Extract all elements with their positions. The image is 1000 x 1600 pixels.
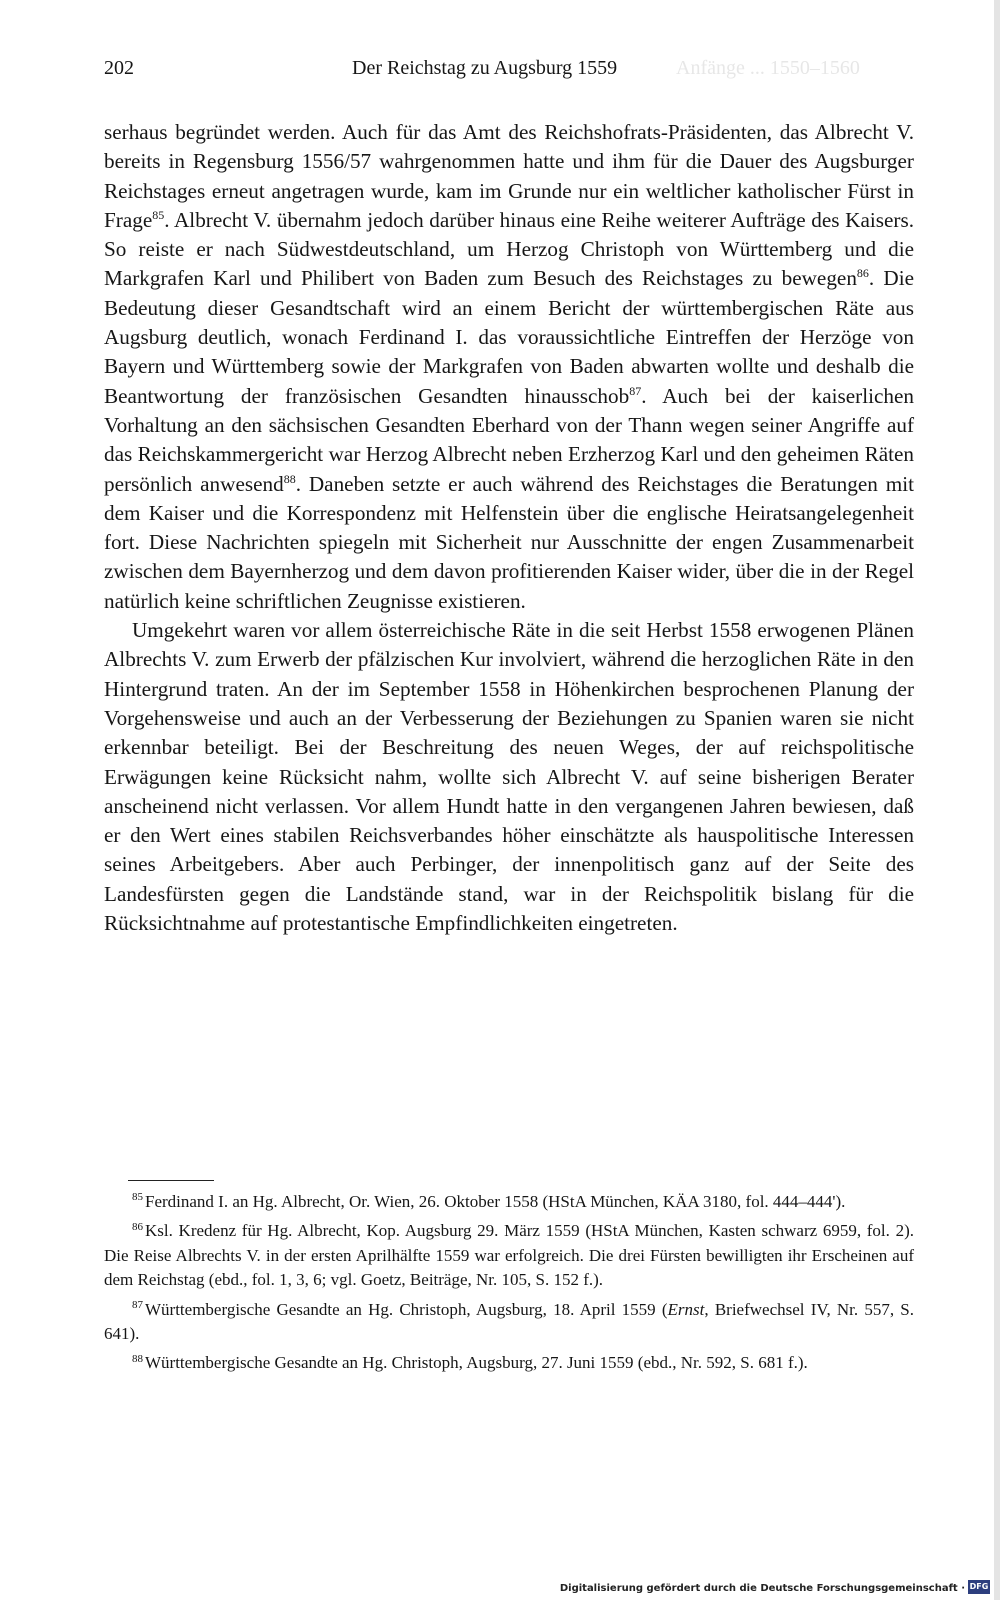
page-edge-shadow xyxy=(994,0,1000,1600)
footnote-ref-85: 85 xyxy=(152,207,165,222)
text-segment: serhaus begründet werden. Auch für das Amt des Reichshofrats-Präsidenten, das Albrecht V. bereits in Regensburg 1556/57 wahrgenommen hatte und ihm für die Dauer des Augsburger Reichstages erneut angetragen wurde, kam im Grunde nur ein weltlicher katholischer Fürst in Frage xyxy=(104,120,914,232)
footnote-ref-86: 86 xyxy=(856,266,869,281)
paragraph-1 xyxy=(104,118,914,616)
text-segment: . Albrecht V. übernahm jedoch darüber hinaus eine Reihe weiterer Aufträge des Kaisers. So reiste er nach Südwestdeutschland, um Herzog Christoph von Württemberg und die Markgrafen Karl und Philibert von Baden zum Besuch des Reichstages zu bewegen xyxy=(104,207,914,291)
dfg-logo: DFG xyxy=(968,1580,990,1594)
footnote-number: 85 xyxy=(132,1191,143,1204)
footnote-88 xyxy=(104,1351,914,1375)
footnote-number: 87 xyxy=(132,1298,143,1311)
running-title: Der Reichstag zu Augsburg 1559 xyxy=(352,57,618,79)
footnote-separator xyxy=(128,1180,214,1181)
footnote-text: Ferdinand I. an Hg. Albrecht, Or. Wien, 26. Oktober 1558 (HStA München, KÄA 3180, fol. 444–444'). xyxy=(145,1192,846,1211)
page-number: 202 xyxy=(104,57,134,79)
paragraph-2: Umgekehrt waren vor allem österreichische Räte in die seit Herbst 1558 erwogenen Plänen Albrechts V. zum Erwerb der pfälzischen Kur involviert, während die herzoglichen Räte in den Hintergrund traten. An der im September 1558 in Höhenkirchen besprochenen Planung der Vorgehensweise und auch an der Verbesserung der Beziehungen zu Spanien waren sie nicht erkennbar beteiligt. Bei der Beschreitung des neuen Weges, der auf reichspolitische Erwägungen keine Rücksicht nahm, wollte sich Albrecht V. auf seine bisherigen Berater anscheinend nicht verlassen. Vor allem Hundt hatte in den vergangenen Jahren bewiesen, daß er den Wert eines stabilen Reichsverbandes höher einschätzte als hauspolitische Interessen seines Arbeitgebers. Aber auch Perbinger, der innenpolitisch ganz auf der Seite des Landesfürsten gegen die Landstände stand, war in der Reichspolitik bislang für die Rücksichtnahme auf protestantische Empfindlichkeiten eingetreten. xyxy=(104,618,914,936)
footnote-text: Württembergische Gesandte an Hg. Christoph, Augsburg, 18. April 1559 ( xyxy=(145,1299,668,1319)
footnote-87 xyxy=(104,1298,914,1347)
footnote-text: Ksl. Kredenz für Hg. Albrecht, Kop. Augsburg 29. März 1559 (HStA München, Kasten schwarz 6959, fol. 2). Die Reise Albrechts V. in der ersten Aprilhälfte 1559 war erfolgreich. Die drei Fürsten bewilligten ihr Erscheinen auf dem Reichstag (ebd., fol. 1, 3, 6; vgl. Goetz, Beiträge, Nr. 105, S. 152 f.). xyxy=(104,1221,914,1290)
text-segment: . Auch bei der kaiserlichen Vorhaltung an den sächsischen Gesandten Eberhard von der Thann wegen seiner Angriffe auf das Reichskammergericht war Herzog Albrecht neben Erzherzog Karl und den geheimen Räten persönlich anwesend xyxy=(104,383,914,496)
footnote-ref-88: 88 xyxy=(283,471,296,486)
footnote-italic-author: Ernst xyxy=(667,1299,705,1319)
footnotes xyxy=(104,1190,914,1381)
footnote-number: 88 xyxy=(132,1352,143,1365)
footnote-ref-87: 87 xyxy=(629,383,642,398)
footnote-86 xyxy=(104,1219,914,1292)
text-segment: . Daneben setzte er auch während des Reichstages die Beratungen mit dem Kaiser und die Korrespondenz mit Helfenstein über die englische Heiratsangelegenheit fort. Diese Nachrichten spiegeln mit Sicherheit nur Ausschnitte der engen Zusammenarbeit zwischen dem Bayernherzog und dem davon profitierenden Kaiser wider, über die in der Regel natürlich keine schriftlichen Zeugnisse existieren. xyxy=(104,471,915,613)
digitization-credit: Digitalisierung gefördert durch die Deutsche Forschungsgemeinschaft · xyxy=(559,1583,965,1594)
page-header xyxy=(104,57,914,93)
show-through-text: Anfänge ... 1550–1560 xyxy=(676,57,860,79)
footnote-text: , Briefwechsel IV, Nr. 557, S. 641). xyxy=(104,1299,914,1344)
footnote-number: 86 xyxy=(132,1220,143,1233)
main-text xyxy=(104,118,914,938)
footnote-85 xyxy=(104,1190,914,1214)
footnote-text: Württembergische Gesandte an Hg. Christoph, Augsburg, 27. Juni 1559 (ebd., Nr. 592, S. 681 f.). xyxy=(145,1353,808,1373)
text-segment: . Die Bedeutung dieser Gesandtschaft wird an einem Bericht der württembergischen Räte aus Augsburg deutlich, wonach Ferdinand I. das voraussichtliche Eintreffen der Herzöge von Bayern und Württemberg sowie der Markgrafen von Baden abwarten wollte und deshalb die Beantwortung der französischen Gesandten hinausschob xyxy=(104,266,914,408)
